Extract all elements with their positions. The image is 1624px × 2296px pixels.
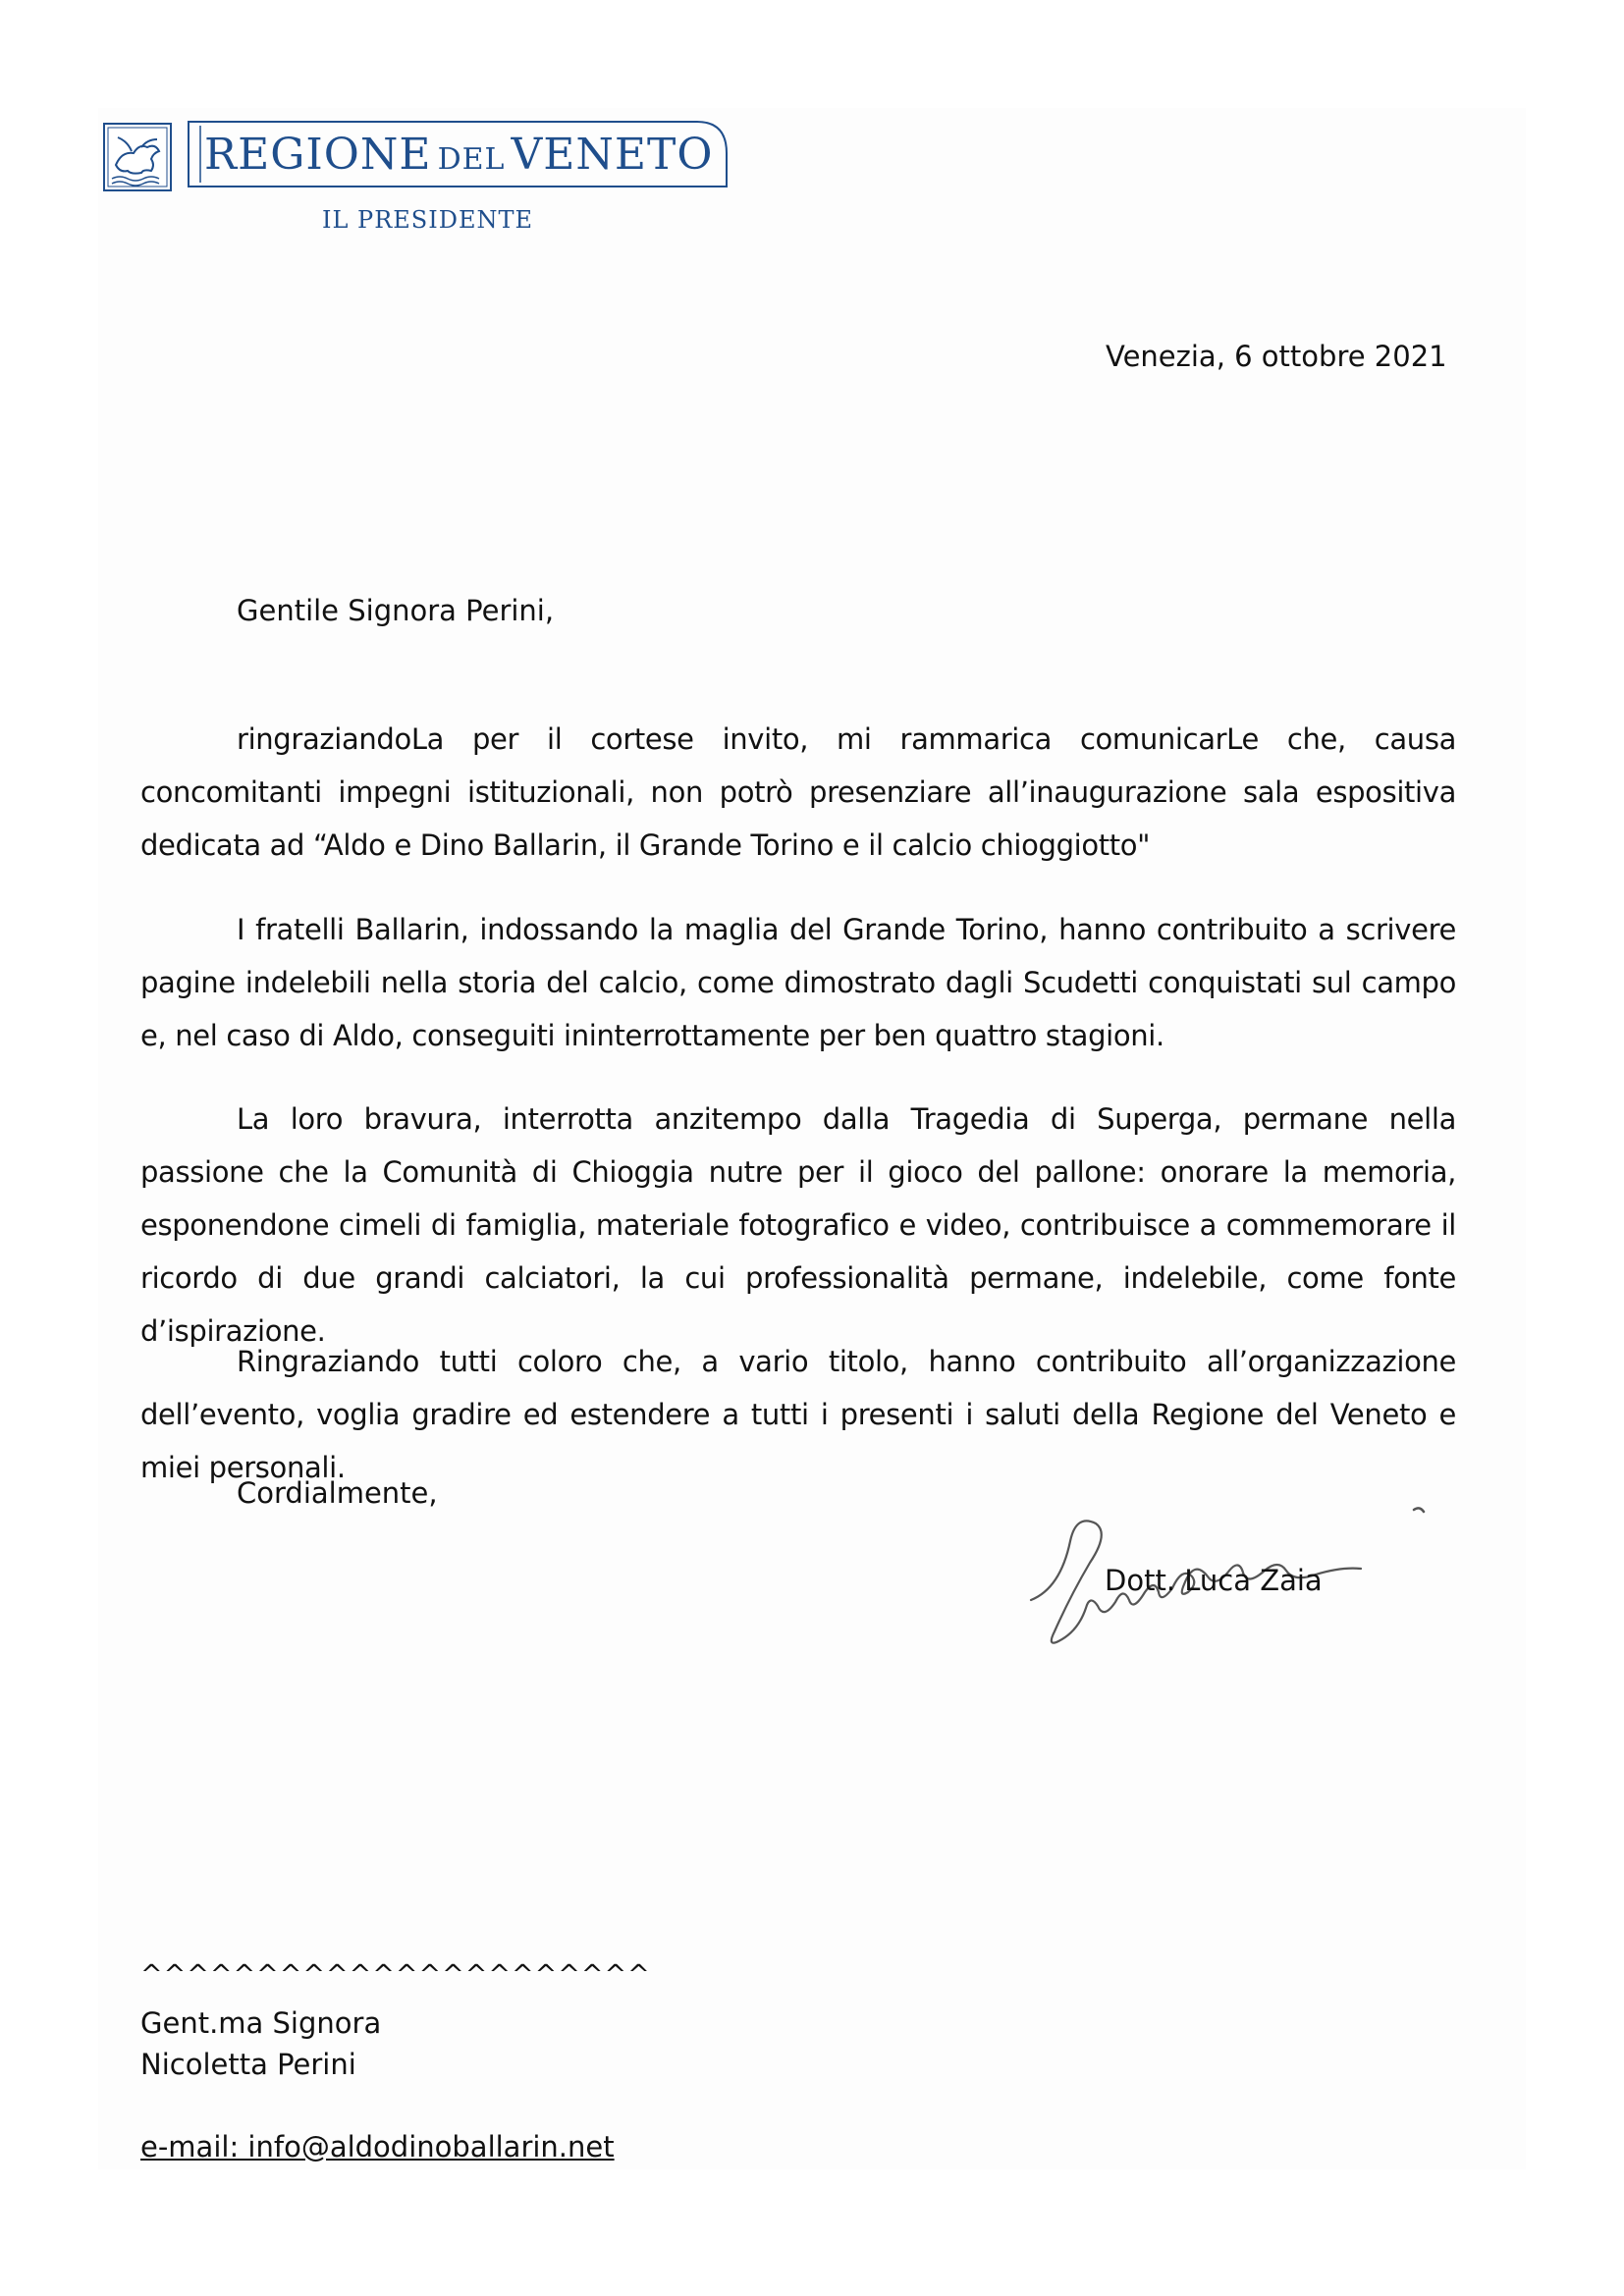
body-paragraph-2 — [140, 903, 1456, 1062]
office-title: IL PRESIDENTE — [322, 206, 533, 234]
lion-crest-icon — [102, 122, 173, 192]
region-word-veneto: VENETO — [511, 130, 714, 180]
body-paragraph-3 — [140, 1093, 1456, 1358]
body-paragraph-1 — [140, 713, 1456, 872]
letter-date: Venezia, 6 ottobre 2021 — [1106, 340, 1447, 373]
closing: Cordialmente, — [237, 1476, 438, 1510]
addressee-line-2: Nicoletta Perini — [140, 2048, 356, 2081]
signer-name: Dott. Luca Zaia — [1105, 1564, 1323, 1597]
salutation: Gentile Signora Perini, — [237, 594, 555, 627]
region-word-regione: REGIONE — [204, 130, 432, 180]
region-name — [204, 126, 713, 185]
body-paragraph-4 — [140, 1335, 1456, 1494]
letterhead — [98, 116, 727, 243]
addressee-line-1: Gent.ma Signora — [140, 2006, 382, 2040]
paragraph-text: Ringraziando tutti coloro che, a vario titolo, hanno contribuito all’organizzazione dell’evento, voglia gradire ed estendere a tutti i presenti i saluti della Regione del Veneto e miei personali. — [140, 1345, 1456, 1484]
separator-line: ^^^^^^^^^^^^^^^^^^^^^^ — [140, 1959, 651, 1990]
paragraph-text: ringraziandoLa per il cortese invito, mi rammarica comunicarLe che, causa concomitanti impegni istituzionali, non potrò presenziare all’inaugurazione sala espositiva dedicata ad “Aldo e Dino Ballarin, il Grande Torino e il calcio chioggiotto" — [140, 722, 1456, 862]
email-link[interactable]: e-mail: info@aldodinoballarin.net — [140, 2130, 615, 2163]
addressee-block — [140, 2002, 381, 2085]
paragraph-text: La loro bravura, interrotta anzitempo dalla Tragedia di Superga, permane nella passione che la Comunità di Chioggia nutre per il gioco del pallone: onorare la memoria, esponendone cimeli di famiglia, materiale fotografico e video, contribuisce a commemorare il ricordo di due grandi calciatori, la cui professionalità permane, indelebile, come fonte d’ispirazione. — [140, 1102, 1456, 1348]
region-word-del: DEL — [437, 142, 506, 177]
paragraph-text: I fratelli Ballarin, indossando la maglia del Grande Torino, hanno contribuito a scrivere pagine indelebili nella storia del calcio, come dimostrato dagli Scudetti conquistati sul campo e, nel caso di Aldo, conseguiti ininterrottamente per ben quattro stagioni. — [140, 913, 1456, 1052]
